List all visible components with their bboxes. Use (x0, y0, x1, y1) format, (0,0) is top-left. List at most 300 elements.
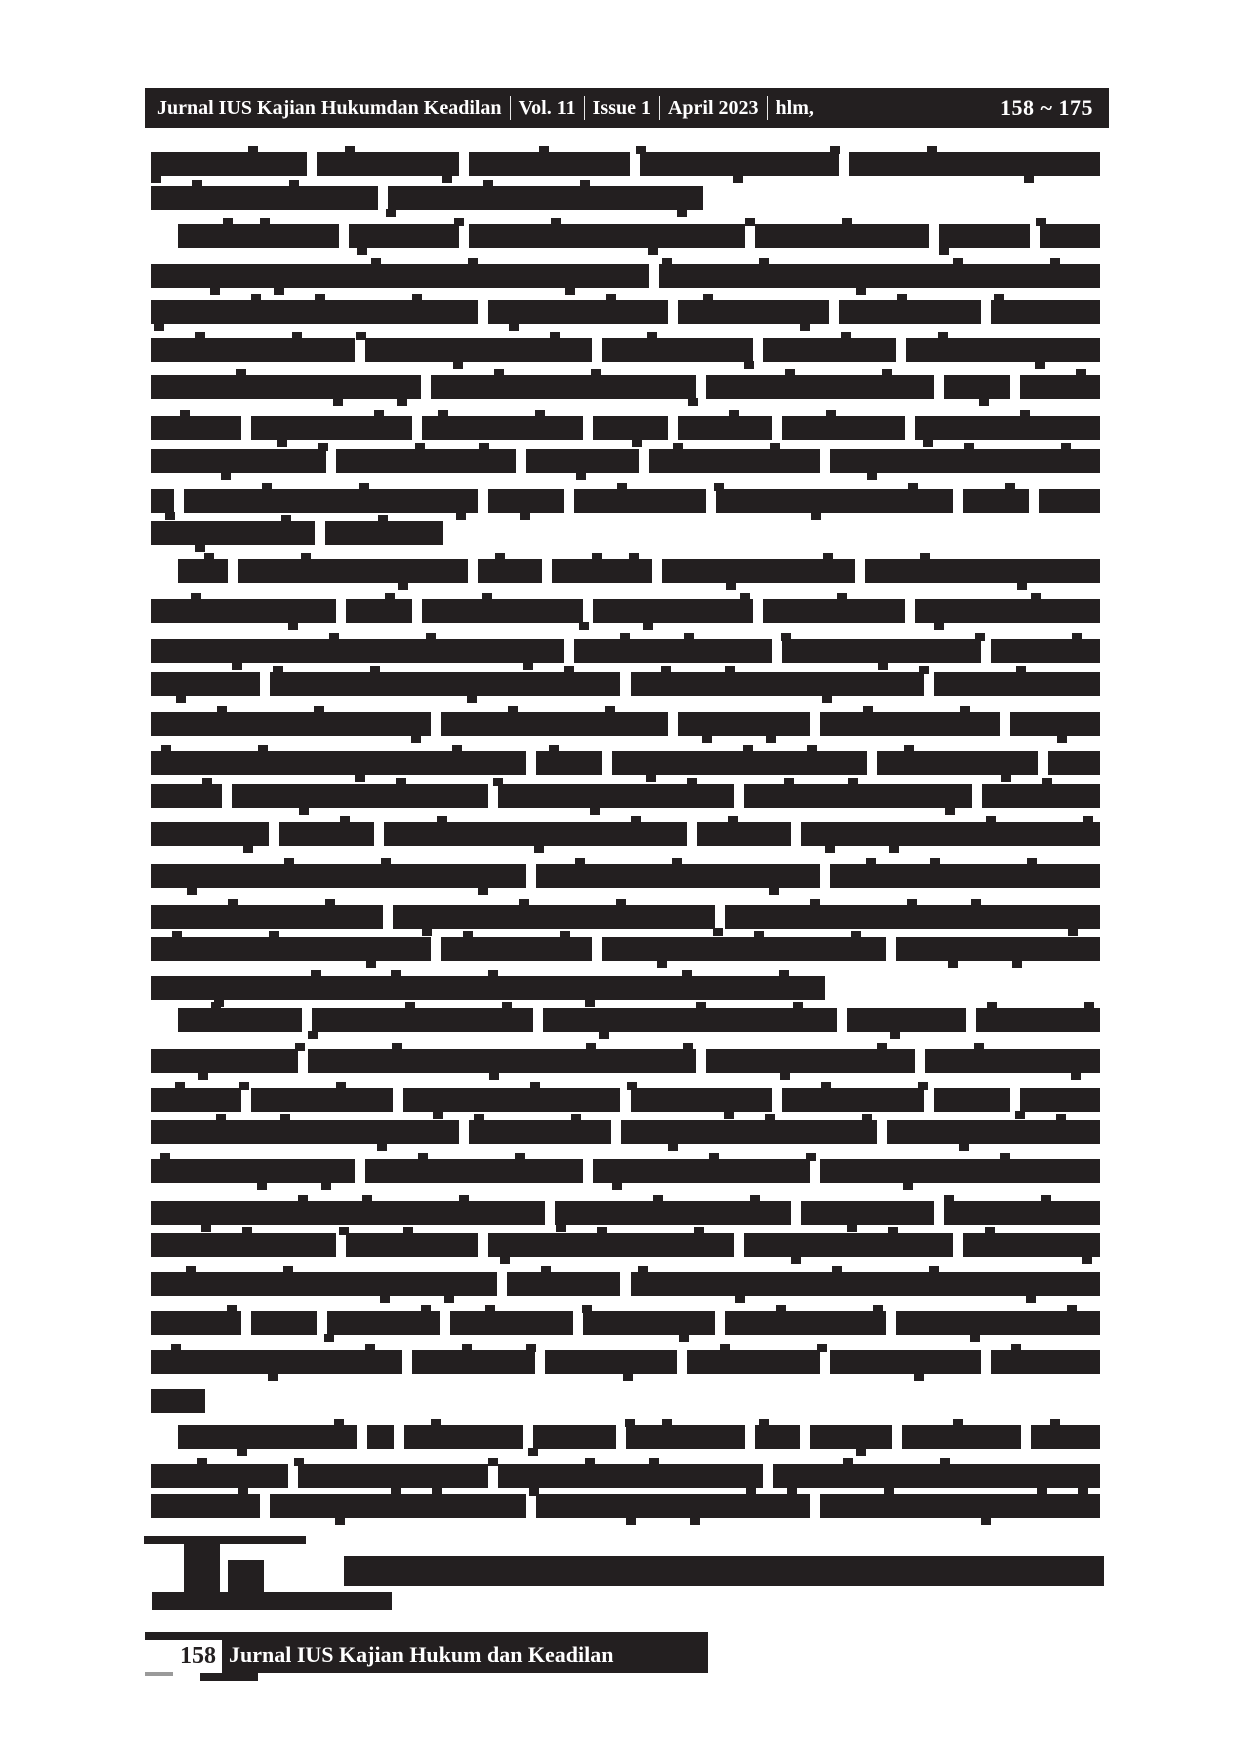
glyph-nub (489, 1072, 499, 1080)
redacted-word (865, 559, 1100, 583)
glyph-nub (953, 258, 963, 266)
glyph-nub (494, 369, 504, 377)
glyph-nub (770, 443, 780, 451)
redacted-word (422, 416, 583, 440)
glyph-nub (355, 774, 365, 782)
redacted-word (251, 1311, 317, 1335)
glyph-nub (315, 294, 325, 302)
redacted-word (151, 416, 241, 440)
glyph-nub (927, 146, 937, 154)
redacted-word (896, 1311, 1100, 1335)
glyph-nub (974, 1043, 984, 1051)
glyph-nub (1072, 633, 1082, 641)
redacted-word (151, 521, 315, 545)
redacted-line (151, 905, 1100, 929)
glyph-nub (308, 1031, 318, 1039)
glyph-nub (744, 361, 754, 369)
redacted-word (346, 1233, 478, 1257)
glyph-nub (1082, 1256, 1092, 1264)
redacted-line (151, 186, 703, 210)
redacted-word (151, 152, 307, 176)
redacted-word (151, 489, 174, 513)
glyph-nub (201, 1224, 211, 1232)
glyph-nub (453, 361, 463, 369)
glyph-nub (623, 1373, 633, 1381)
redacted-word (744, 1233, 952, 1257)
glyph-nub (1078, 1488, 1088, 1496)
redacted-word (151, 338, 355, 362)
glyph-nub (590, 807, 600, 815)
redacted-word (151, 1272, 497, 1296)
glyph-nub (994, 294, 1004, 302)
glyph-nub (832, 1266, 842, 1274)
redacted-line (151, 1464, 1100, 1488)
glyph-nub (412, 294, 422, 302)
glyph-nub (643, 622, 653, 630)
glyph-nub (779, 970, 789, 978)
redacted-word (755, 1425, 800, 1449)
glyph-nub (268, 1373, 278, 1381)
glyph-nub (318, 443, 328, 451)
glyph-nub (616, 899, 626, 907)
glyph-nub (800, 323, 810, 331)
redacted-word (422, 599, 583, 623)
redacted-word (178, 1008, 302, 1032)
redacted-word (251, 416, 412, 440)
glyph-nub (339, 1227, 349, 1235)
glyph-nub (964, 443, 974, 451)
glyph-nub (688, 398, 698, 406)
glyph-nub (930, 858, 940, 866)
redacted-word (388, 186, 703, 210)
redacted-word (649, 449, 819, 473)
redacted-word (151, 905, 383, 929)
glyph-nub (186, 1266, 196, 1274)
glyph-nub (421, 1305, 431, 1313)
redacted-word (631, 672, 925, 696)
glyph-nub (398, 582, 408, 590)
glyph-nub (195, 544, 205, 552)
journal-title: Jurnal IUS Kajian Hukumdan Keadilan (157, 96, 502, 119)
redacted-line (151, 449, 1100, 473)
glyph-nub (975, 633, 985, 641)
redacted-word (403, 1088, 621, 1112)
redacted-line (151, 864, 1100, 888)
glyph-nub (576, 472, 586, 480)
redacted-word (1039, 489, 1100, 513)
redacted-word (536, 1494, 811, 1518)
redacted-word (298, 1464, 487, 1488)
redacted-word (583, 1311, 715, 1335)
glyph-nub (292, 332, 302, 340)
redacted-word (810, 1425, 892, 1449)
glyph-nub (479, 443, 489, 451)
glyph-nub (765, 1114, 775, 1122)
redacted-word (238, 559, 468, 583)
glyph-nub (830, 146, 840, 154)
redacted-footnote-block (152, 1592, 392, 1610)
redacted-word (982, 784, 1100, 808)
glyph-nub (365, 1344, 375, 1352)
glyph-nub (877, 1043, 887, 1051)
glyph-nub (714, 483, 724, 491)
redacted-word (1031, 1425, 1100, 1449)
redacted-line (151, 639, 1100, 663)
glyph-nub (187, 887, 197, 895)
redacted-word (545, 1350, 677, 1374)
redacted-line (151, 751, 1100, 775)
glyph-nub (366, 960, 376, 968)
glyph-nub (806, 1153, 816, 1161)
glyph-nub (960, 706, 970, 714)
redacted-word (151, 375, 421, 399)
redacted-word (469, 1120, 611, 1144)
glyph-nub (502, 1002, 512, 1010)
glyph-nub (682, 970, 692, 978)
redacted-word (536, 751, 602, 775)
glyph-nub (1068, 928, 1078, 936)
redacted-word (782, 416, 905, 440)
redacted-word (706, 375, 933, 399)
glyph-nub (843, 1458, 853, 1466)
glyph-nub (687, 778, 697, 786)
glyph-nub (781, 633, 791, 641)
glyph-nub (620, 633, 630, 641)
redacted-word (1040, 224, 1100, 248)
glyph-nub (248, 146, 258, 154)
redacted-word (706, 1049, 914, 1073)
glyph-nub (273, 666, 283, 674)
redacted-word (232, 784, 488, 808)
glyph-nub (530, 1082, 540, 1090)
redacted-word (1010, 712, 1100, 736)
glyph-nub (987, 1002, 997, 1010)
redacted-word (184, 489, 478, 513)
glyph-nub (242, 1227, 252, 1235)
glyph-nub (535, 410, 545, 418)
redacted-word (1020, 375, 1100, 399)
glyph-nub (878, 662, 888, 670)
glyph-nub (467, 695, 477, 703)
glyph-nub (437, 816, 447, 824)
glyph-nub (867, 472, 877, 480)
glyph-nub (336, 1082, 346, 1090)
glyph-nub (362, 1195, 372, 1203)
page-range: 158 ~ 175 (1000, 95, 1093, 120)
glyph-nub (386, 209, 396, 217)
glyph-nub (452, 745, 462, 753)
footnote-rule (144, 1536, 306, 1544)
glyph-nub (334, 1419, 344, 1427)
glyph-nub (405, 1002, 415, 1010)
glyph-nub (810, 899, 820, 907)
glyph-nub (468, 258, 478, 266)
glyph-nub (385, 593, 395, 601)
redacted-word (763, 338, 895, 362)
glyph-nub (565, 287, 575, 295)
redacted-word (849, 152, 1100, 176)
publication-date: April 2023 (667, 96, 759, 119)
redacted-word (308, 1049, 697, 1073)
glyph-nub (493, 778, 503, 786)
glyph-nub (356, 332, 366, 340)
redacted-word (612, 751, 868, 775)
glyph-nub (847, 1224, 857, 1232)
glyph-nub (204, 553, 214, 561)
glyph-nub (418, 1153, 428, 1161)
glyph-nub (258, 745, 268, 753)
footer-mark (145, 1672, 173, 1676)
pages-label: hlm, (775, 96, 814, 119)
redacted-word (925, 1049, 1100, 1073)
glyph-nub (702, 735, 712, 743)
glyph-nub (370, 666, 380, 674)
redacted-word (887, 1120, 1100, 1144)
glyph-nub (397, 398, 407, 406)
glyph-nub (534, 845, 544, 853)
glyph-nub (626, 1517, 636, 1525)
redacted-word (820, 1494, 1100, 1518)
glyph-nub (564, 666, 574, 674)
redacted-word (782, 639, 981, 663)
redacted-word (325, 521, 443, 545)
glyph-nub (217, 706, 227, 714)
redacted-line (151, 489, 1100, 513)
glyph-nub (1026, 1295, 1036, 1303)
glyph-nub (863, 706, 873, 714)
glyph-nub (904, 745, 914, 753)
glyph-nub (694, 1227, 704, 1235)
redacted-word (773, 1464, 1100, 1488)
glyph-nub (653, 1195, 663, 1203)
glyph-nub (939, 247, 949, 255)
glyph-nub (821, 1082, 831, 1090)
redacted-word (488, 1233, 734, 1257)
redacted-word (365, 1159, 583, 1183)
glyph-nub (606, 294, 616, 302)
glyph-nub (411, 735, 421, 743)
glyph-nub (703, 294, 713, 302)
glyph-nub (210, 287, 220, 295)
glyph-nub (766, 735, 776, 743)
glyph-nub (647, 332, 657, 340)
glyph-nub (456, 512, 466, 520)
redacted-line (151, 375, 1100, 399)
footer-journal-name: Jurnal IUS Kajian Hukum dan Keadilan (229, 1642, 614, 1667)
redacted-word (687, 1350, 819, 1374)
redacted-word (782, 1088, 924, 1112)
running-footer (145, 1632, 708, 1673)
glyph-nub (890, 1031, 900, 1039)
glyph-nub (462, 1344, 472, 1352)
redacted-word (349, 224, 459, 248)
glyph-nub (668, 1143, 678, 1151)
redacted-word (678, 416, 772, 440)
glyph-nub (165, 512, 175, 520)
glyph-nub (228, 899, 238, 907)
glyph-nub (284, 858, 294, 866)
glyph-nub (560, 931, 570, 939)
glyph-nub (197, 1458, 207, 1466)
redacted-word (469, 152, 630, 176)
glyph-nub (172, 931, 182, 939)
redacted-line (151, 1311, 1100, 1335)
glyph-nub (223, 218, 233, 226)
glyph-nub (897, 294, 907, 302)
redacted-word (602, 937, 886, 961)
redacted-line (151, 822, 1100, 846)
redacted-word (270, 1494, 526, 1518)
glyph-nub (629, 553, 639, 561)
glyph-nub (529, 1488, 539, 1496)
glyph-nub (585, 999, 595, 1007)
redacted-word (151, 1494, 260, 1518)
glyph-nub (482, 593, 492, 601)
redacted-word (151, 976, 825, 1000)
redacted-word (450, 1311, 573, 1335)
redacted-word (574, 489, 706, 513)
glyph-nub (1084, 1002, 1094, 1010)
glyph-nub (631, 816, 641, 824)
glyph-nub (888, 1227, 898, 1235)
redacted-line (151, 1233, 1100, 1257)
redacted-word (555, 1201, 792, 1225)
redacted-line (151, 937, 1100, 961)
redacted-line (178, 224, 1100, 248)
glyph-nub (391, 970, 401, 978)
glyph-nub (1071, 1072, 1081, 1080)
glyph-nub (908, 483, 918, 491)
glyph-nub (862, 1114, 872, 1122)
glyph-nub (745, 218, 755, 226)
redacted-word (251, 1088, 393, 1112)
glyph-nub (856, 1448, 866, 1456)
glyph-nub (953, 1419, 963, 1427)
glyph-nub (944, 1195, 954, 1203)
glyph-nub (1050, 258, 1060, 266)
redacted-word (151, 1120, 459, 1144)
glyph-nub (176, 695, 186, 703)
redacted-word (1020, 1088, 1100, 1112)
glyph-nub (1061, 443, 1071, 451)
glyph-nub (971, 899, 981, 907)
redacted-word (934, 672, 1100, 696)
redacted-word (533, 1425, 615, 1449)
glyph-nub (848, 778, 858, 786)
redacted-line (151, 1088, 1100, 1112)
glyph-nub (679, 1334, 689, 1342)
glyph-nub (403, 1227, 413, 1235)
redacted-word (801, 1201, 933, 1225)
glyph-nub (371, 258, 381, 266)
redacted-word (151, 1201, 545, 1225)
redacted-word (839, 300, 981, 324)
glyph-nub (549, 745, 559, 753)
glyph-nub (433, 1111, 443, 1119)
redacted-line (178, 1008, 1100, 1032)
redacted-word (976, 1008, 1100, 1032)
glyph-nub (740, 593, 750, 601)
glyph-nub (793, 1002, 803, 1010)
glyph-nub (171, 1344, 181, 1352)
glyph-nub (280, 1114, 290, 1122)
glyph-nub (523, 662, 533, 670)
glyph-nub (221, 472, 231, 480)
redacted-word (498, 1464, 763, 1488)
glyph-nub (769, 887, 779, 895)
glyph-nub (500, 1256, 510, 1264)
glyph-nub (515, 1153, 525, 1161)
redacted-word (896, 937, 1100, 961)
redacted-word (327, 1311, 440, 1335)
glyph-nub (426, 633, 436, 641)
glyph-nub (431, 1419, 441, 1427)
glyph-nub (269, 931, 279, 939)
glyph-nub (605, 706, 615, 714)
redacted-word (151, 449, 326, 473)
glyph-nub (1027, 858, 1037, 866)
glyph-nub (380, 1295, 390, 1303)
glyph-nub (377, 1143, 387, 1151)
glyph-nub (1015, 1111, 1025, 1119)
glyph-nub (591, 369, 601, 377)
redacted-word (367, 1425, 394, 1449)
glyph-nub (495, 553, 505, 561)
redacted-word (593, 416, 668, 440)
redacted-word (151, 784, 222, 808)
redacted-word (151, 937, 431, 961)
glyph-nub (592, 553, 602, 561)
glyph-nub (1057, 735, 1067, 743)
redacted-line (151, 672, 1100, 696)
glyph-nub (599, 1031, 609, 1039)
glyph-nub (274, 287, 284, 295)
redacted-word (991, 300, 1100, 324)
glyph-nub (1042, 778, 1052, 786)
redacted-word (151, 1389, 205, 1413)
glyph-nub (243, 845, 253, 853)
glyph-nub (837, 593, 847, 601)
volume: Vol. 11 (518, 96, 576, 119)
glyph-nub (528, 1448, 538, 1456)
redacted-word (915, 416, 1100, 440)
redacted-word (1048, 751, 1100, 775)
redacted-word (662, 559, 855, 583)
glyph-nub (1020, 410, 1030, 418)
redacted-word (151, 1088, 241, 1112)
redacted-word (744, 784, 971, 808)
glyph-nub (986, 816, 996, 824)
redacted-word (270, 672, 621, 696)
glyph-nub (175, 1082, 185, 1090)
glyph-nub (729, 410, 739, 418)
glyph-nub (1011, 1344, 1021, 1352)
glyph-nub (918, 1082, 928, 1090)
glyph-nub (585, 1458, 595, 1466)
glyph-nub (841, 332, 851, 340)
glyph-nub (785, 369, 795, 377)
glyph-nub (759, 1419, 769, 1427)
redacted-word (678, 712, 810, 736)
glyph-nub (485, 1305, 495, 1313)
glyph-nub (232, 662, 242, 670)
redacted-word (631, 1272, 1101, 1296)
redacted-word (441, 712, 668, 736)
redacted-line (151, 599, 1100, 623)
glyph-nub (948, 960, 958, 968)
redacted-word (498, 784, 735, 808)
glyph-nub (822, 695, 832, 703)
